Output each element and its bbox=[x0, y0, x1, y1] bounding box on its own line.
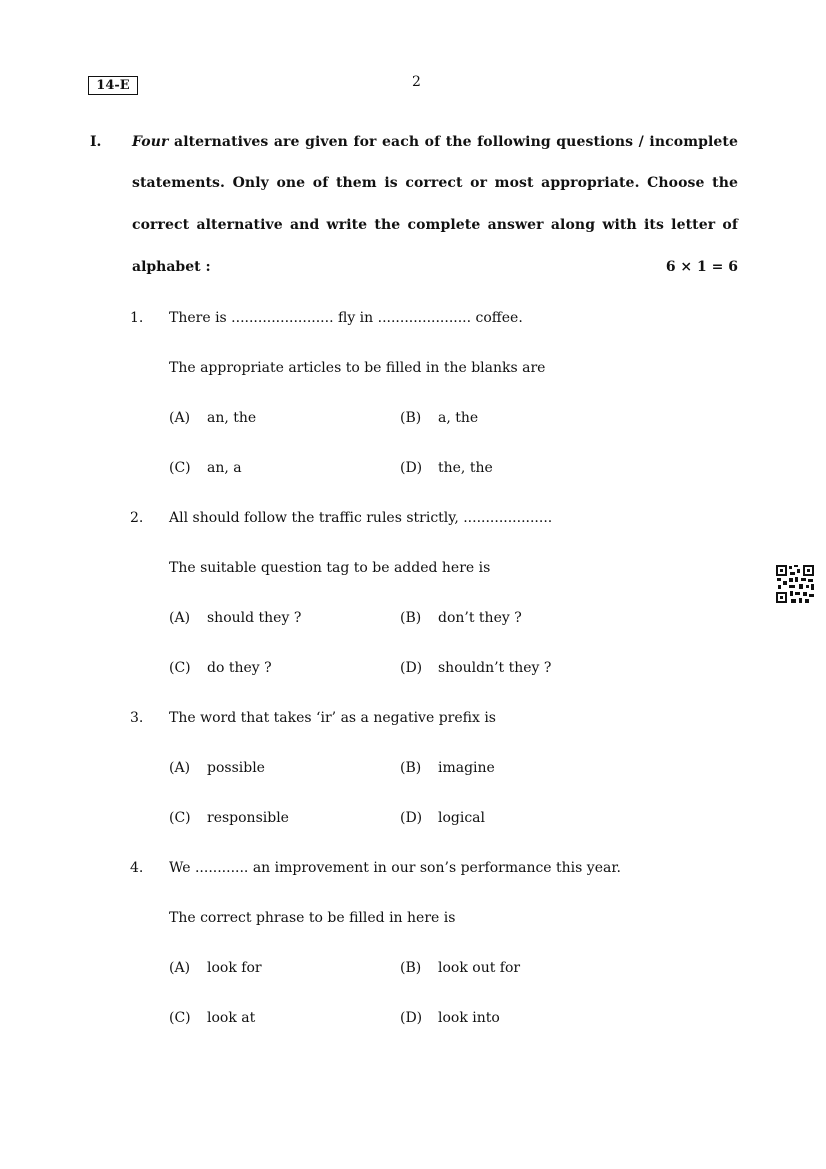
instruction-emphasis: Four bbox=[132, 134, 169, 150]
question-3-option-c: responsible bbox=[207, 810, 289, 826]
question-2-option-b-letter: (B) bbox=[400, 610, 422, 626]
instruction-line-4 bbox=[132, 259, 738, 275]
question-2-option-c-letter: (C) bbox=[169, 660, 191, 676]
question-2-option-c: do they ? bbox=[207, 660, 272, 676]
question-4-option-a-letter: (A) bbox=[169, 960, 191, 976]
question-1-option-b: a, the bbox=[438, 410, 479, 426]
section-number: I. bbox=[90, 134, 102, 150]
instruction-line-4-text: alphabet : bbox=[132, 259, 211, 275]
page-number: 2 bbox=[412, 74, 421, 90]
question-1-option-a: an, the bbox=[207, 410, 257, 426]
question-4-option-d-letter: (D) bbox=[400, 1010, 423, 1026]
paper-code-box: 14-E bbox=[88, 76, 138, 95]
question-4-option-c-letter: (C) bbox=[169, 1010, 191, 1026]
qr-code-icon bbox=[775, 564, 815, 604]
question-4-option-b: look out for bbox=[438, 960, 521, 976]
question-3-option-c-letter: (C) bbox=[169, 810, 191, 826]
question-1-option-d-letter: (D) bbox=[400, 460, 423, 476]
question-3-number: 3. bbox=[130, 710, 144, 726]
question-1-option-c: an, a bbox=[207, 460, 242, 476]
question-3-option-b-letter: (B) bbox=[400, 760, 422, 776]
question-2-option-b: don’t they ? bbox=[438, 610, 522, 626]
instruction-line-1-text: alternatives are given for each of the following questions / incomplete bbox=[168, 134, 738, 150]
question-1-option-a-letter: (A) bbox=[169, 410, 191, 426]
question-2-option-d-letter: (D) bbox=[400, 660, 423, 676]
question-1-option-b-letter: (B) bbox=[400, 410, 422, 426]
question-4-option-d: look into bbox=[438, 1010, 500, 1026]
question-3-option-d: logical bbox=[438, 810, 486, 826]
instruction-line-2: statements. Only one of them is correct or most appropriate. Choose the bbox=[132, 175, 738, 191]
question-4-option-a: look for bbox=[207, 960, 262, 976]
question-4-option-b-letter: (B) bbox=[400, 960, 422, 976]
question-2-option-d: shouldn’t they ? bbox=[438, 660, 552, 676]
question-3-stem: The word that takes ‘ir’ as a negative prefix is bbox=[169, 710, 496, 726]
question-1-option-d: the, the bbox=[438, 460, 493, 476]
question-4-option-c: look at bbox=[207, 1010, 256, 1026]
question-3-option-a: possible bbox=[207, 760, 265, 776]
instruction-line-3: correct alternative and write the complete answer along with its letter of bbox=[132, 217, 738, 233]
question-1-number: 1. bbox=[130, 310, 144, 326]
question-3-option-d-letter: (D) bbox=[400, 810, 423, 826]
question-3-option-a-letter: (A) bbox=[169, 760, 191, 776]
question-2-number: 2. bbox=[130, 510, 144, 526]
question-2-option-a: should they ? bbox=[207, 610, 302, 626]
question-2-prompt: The suitable question tag to be added here is bbox=[169, 560, 491, 576]
question-4-prompt: The correct phrase to be filled in here is bbox=[169, 910, 456, 926]
question-1-option-c-letter: (C) bbox=[169, 460, 191, 476]
question-4-stem: We ............ an improvement in our son’s performance this year. bbox=[169, 860, 621, 876]
question-1-stem: There is ....................... fly in ..................... coffee. bbox=[169, 310, 523, 326]
question-1-prompt: The appropriate articles to be filled in the blanks are bbox=[169, 360, 546, 376]
question-2-stem: All should follow the traffic rules strictly, .................... bbox=[169, 510, 553, 526]
question-4-number: 4. bbox=[130, 860, 144, 876]
instruction-line-1 bbox=[132, 134, 738, 150]
question-2-option-a-letter: (A) bbox=[169, 610, 191, 626]
marks-allotment: 6 × 1 = 6 bbox=[665, 259, 738, 275]
question-3-option-b: imagine bbox=[438, 760, 495, 776]
